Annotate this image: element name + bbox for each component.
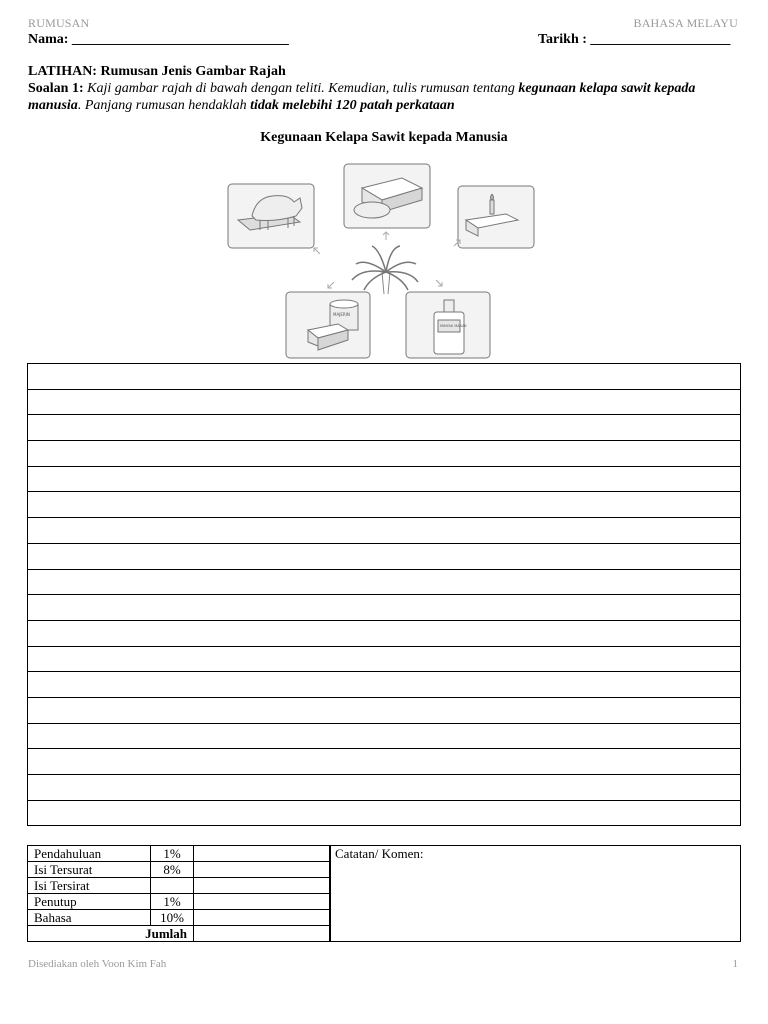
answer-line [28, 800, 741, 826]
score-cell[interactable] [194, 878, 330, 894]
answer-line-cell[interactable] [28, 466, 741, 492]
answer-line-cell[interactable] [28, 749, 741, 775]
answer-line [28, 441, 741, 467]
answer-line [28, 415, 741, 441]
answer-line-cell[interactable] [28, 646, 741, 672]
soap-icon [344, 164, 430, 228]
criterion-weight: 1% [151, 846, 194, 862]
footer-author: Disediakan oleh Voon Kim Fah [28, 958, 167, 970]
table-row [28, 910, 330, 926]
candle-icon [458, 186, 534, 248]
palm-tree-icon [352, 246, 418, 294]
answer-line [28, 569, 741, 595]
name-field[interactable]: Nama: _______________________________ [28, 32, 289, 47]
score-cell[interactable] [194, 862, 330, 878]
score-cell[interactable] [194, 894, 330, 910]
criterion-weight: 8% [151, 862, 194, 878]
answer-lines[interactable] [27, 363, 741, 826]
answer-line-cell[interactable] [28, 569, 741, 595]
answer-line [28, 492, 741, 518]
table-row [28, 846, 330, 862]
table-row [28, 878, 330, 894]
table-row [28, 894, 330, 910]
cow-icon [228, 184, 314, 248]
total-label: Jumlah [28, 926, 194, 942]
criterion-label: Penutup [28, 894, 151, 910]
answer-line-cell[interactable] [28, 595, 741, 621]
criterion-label: Isi Tersurat [28, 862, 151, 878]
answer-line-cell[interactable] [28, 697, 741, 723]
answer-line [28, 466, 741, 492]
answer-line-cell[interactable] [28, 775, 741, 801]
comments-label: Catatan/ Komen: [335, 846, 424, 861]
margarine-label: MAJERIN [333, 312, 350, 317]
answer-line-cell[interactable] [28, 441, 741, 467]
figure-title: Kegunaan Kelapa Sawit kepada Manusia [260, 130, 508, 145]
criterion-label: Isi Tersirat [28, 878, 151, 894]
answer-line-cell[interactable] [28, 620, 741, 646]
comments-box[interactable] [330, 846, 740, 941]
header-subject-left: RUMUSAN [28, 16, 90, 30]
total-score-cell[interactable] [194, 926, 330, 942]
answer-line-cell[interactable] [28, 415, 741, 441]
scoring-box [27, 845, 741, 942]
question-label: Soalan 1: [28, 81, 84, 96]
topic-text: kegunaan kelapa sawit kepada manusia [28, 81, 696, 113]
question-text [28, 80, 718, 114]
total-row [28, 926, 330, 942]
page-number: 1 [732, 958, 738, 970]
criterion-label: Pendahuluan [28, 846, 151, 862]
answer-line-cell[interactable] [28, 543, 741, 569]
score-cell[interactable] [194, 846, 330, 862]
answer-line [28, 672, 741, 698]
criterion-weight: 1% [151, 894, 194, 910]
answer-line [28, 364, 741, 390]
table-row [28, 862, 330, 878]
answer-line [28, 646, 741, 672]
answer-line-cell[interactable] [28, 672, 741, 698]
oil-palm-diagram [222, 158, 538, 362]
answer-line [28, 723, 741, 749]
answer-line-cell[interactable] [28, 492, 741, 518]
criterion-weight: 10% [151, 910, 194, 926]
margarine-icon [286, 292, 370, 358]
answer-line [28, 595, 741, 621]
word-limit-text: tidak melebihi 120 patah perkataan [250, 98, 455, 113]
answer-line [28, 518, 741, 544]
answer-line-cell[interactable] [28, 389, 741, 415]
marks-table [28, 846, 330, 942]
answer-line-cell[interactable] [28, 518, 741, 544]
instruction-part-1: Kaji gambar rajah di bawah dengan teliti. Kemudian, tulis rumusan tentang [83, 81, 519, 96]
answer-line [28, 697, 741, 723]
answer-line [28, 620, 741, 646]
criterion-weight [151, 878, 194, 894]
answer-line-cell[interactable] [28, 364, 741, 390]
exercise-title: LATIHAN: Rumusan Jenis Gambar Rajah [28, 64, 286, 79]
answer-line [28, 389, 741, 415]
answer-line-cell[interactable] [28, 800, 741, 826]
answer-line-cell[interactable] [28, 723, 741, 749]
answer-line [28, 749, 741, 775]
score-cell[interactable] [194, 910, 330, 926]
date-field[interactable]: Tarikh : ____________________ [538, 32, 731, 47]
criterion-label: Bahasa [28, 910, 151, 926]
header-subject-right: BAHASA MELAYU [633, 16, 738, 30]
answer-line [28, 543, 741, 569]
instruction-part-2: . Panjang rumusan hendaklah [77, 98, 251, 113]
answer-line [28, 775, 741, 801]
cooking-oil-label: MINYAK MASAK [440, 324, 467, 328]
